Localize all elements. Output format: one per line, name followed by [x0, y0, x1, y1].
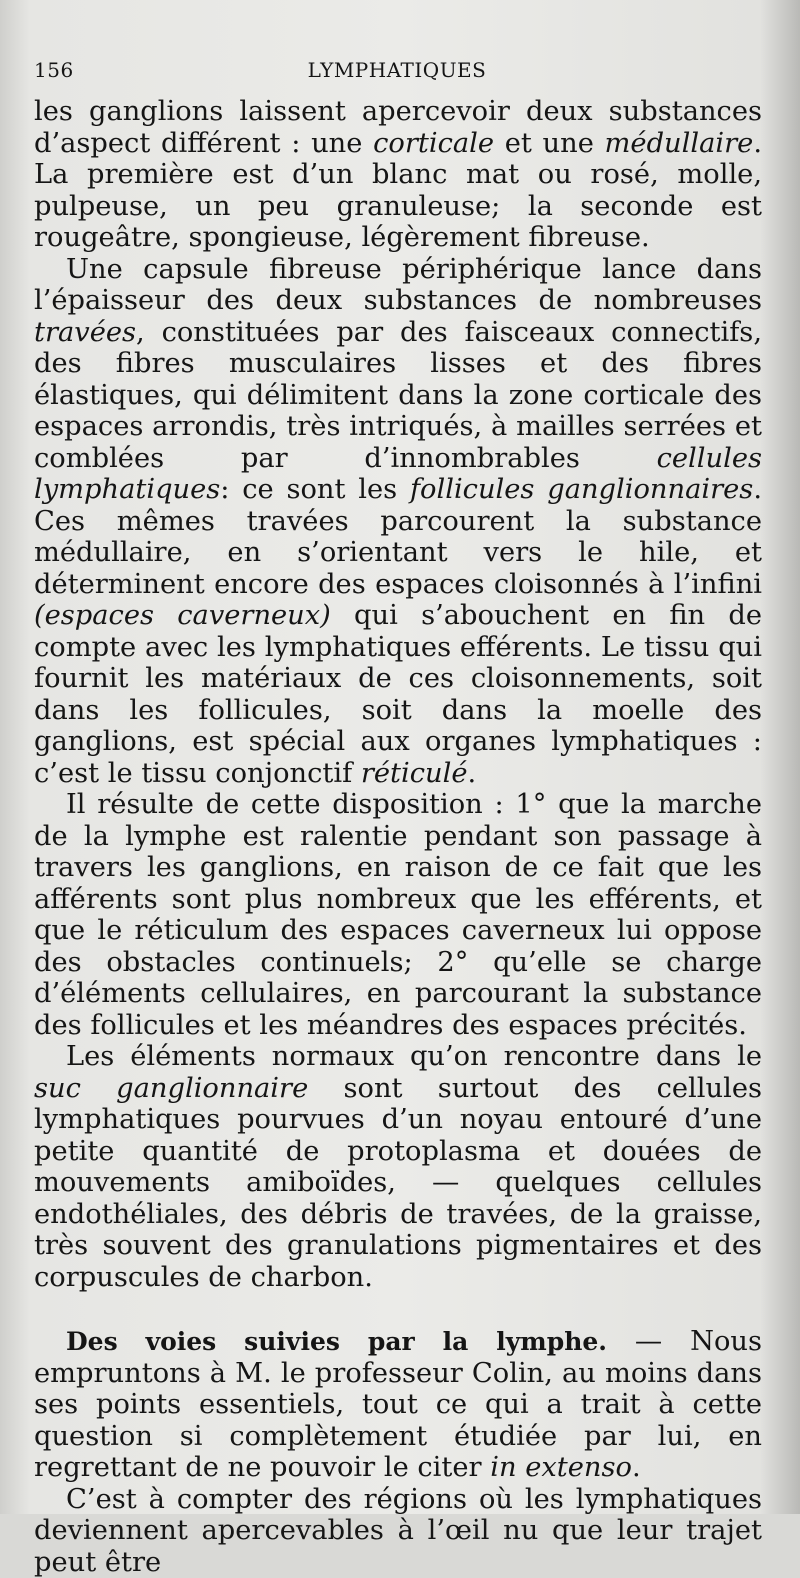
italic-term: (espaces caverneux): [34, 600, 331, 631]
text-run: . La première est d’un blanc mat ou rosé, molle, pulpeuse, un peu granuleuse; la seconde est rougeâtre, spongieuse, légèrement fibreuse.: [34, 128, 762, 254]
italic-term: cellules lymphatiques: [34, 443, 762, 506]
paragraph-6: [34, 1484, 762, 1578]
text-run: , constituées par des faisceaux connectifs, des fibres musculaires lisses et des fibres élastiques, qui délimitent dans la zone corticale des espaces arrondis, très intriqués, à mailles serrées et comblées par d’innombrables: [34, 317, 762, 474]
italic-term: travées: [34, 317, 136, 348]
text-run: les ganglions laissent apercevoir deux substances d’aspect différent : une: [34, 96, 762, 159]
page-number: 156: [34, 58, 74, 82]
italic-term: suc ganglionnaire: [34, 1073, 308, 1104]
text-run: et une: [494, 128, 605, 159]
italic-term: médullaire: [605, 128, 754, 159]
text-run: : ce sont les: [220, 474, 410, 505]
paragraph-5: [34, 1326, 762, 1484]
text-run: . Ces mêmes travées parcourent la substance médullaire, en s’orientant vers le hile, et déterminent encore des espaces cloisonnés à l’infini: [34, 474, 762, 600]
section-spacer: [34, 1293, 762, 1326]
italic-term: follicules ganglionnaires: [410, 474, 753, 505]
text-run: C’est à compter des régions où les lymphatiques deviennent apercevables à l’œil nu que leur trajet peut être: [34, 1484, 762, 1578]
paragraph-2: [34, 254, 762, 790]
body-text: [34, 96, 762, 1578]
text-run: .: [632, 1452, 641, 1483]
italic-term: réticulé: [361, 758, 468, 789]
italic-term: in extenso: [490, 1452, 632, 1483]
running-title: LYMPHATIQUES: [34, 58, 760, 82]
text-run: Il résulte de cette disposition : 1° que la marche de la lymphe est ralentie pendant son passage à travers les ganglions, en raison de ce fait que les afférents sont plus nombreux que les efférents, et que le réticulum des espaces caverneux lui oppose des obstacles continuels; 2° qu’elle se charge d’éléments cellulaires, en parcourant la substance des follicules et les méandres des espaces précités.: [34, 789, 762, 1041]
text-run: sont surtout des cellules lymphatiques pourvues d’un noyau entouré d’une petite quantité de protoplasma et douées de mouvements amiboïdes, — quelques cellules endothéliales, des débris de travées, de la graisse, très souvent des granulations pigmentaires et des corpuscules de charbon.: [34, 1073, 762, 1293]
paragraph-1: [34, 96, 762, 254]
text-run: Une capsule fibreuse périphérique lance dans l’épaisseur des deux substances de nombreuses: [34, 254, 762, 317]
section-heading: Des voies suivies par la lymphe.: [66, 1327, 607, 1356]
paragraph-4: [34, 1041, 762, 1293]
paragraph-3: [34, 789, 762, 1041]
text-run: — Nous empruntons à M. le professeur Colin, au moins dans ses points essentiels, tout ce qui a trait à cette question si complètement étudiée par lui, en regrettant de ne pouvoir le citer: [34, 1326, 762, 1483]
text-run: .: [468, 758, 477, 789]
text-run: Les éléments normaux qu’on rencontre dans le: [66, 1041, 762, 1072]
text-run: qui s’abouchent en fin de compte avec les lymphatiques efférents. Le tissu qui fournit les matériaux de ces cloisonnements, soit dans les follicules, soit dans la moelle des ganglions, est spécial aux organes lymphatiques : c’est le tissu conjonctif: [34, 600, 762, 789]
italic-term: corticale: [373, 128, 494, 159]
running-head: [34, 58, 760, 90]
